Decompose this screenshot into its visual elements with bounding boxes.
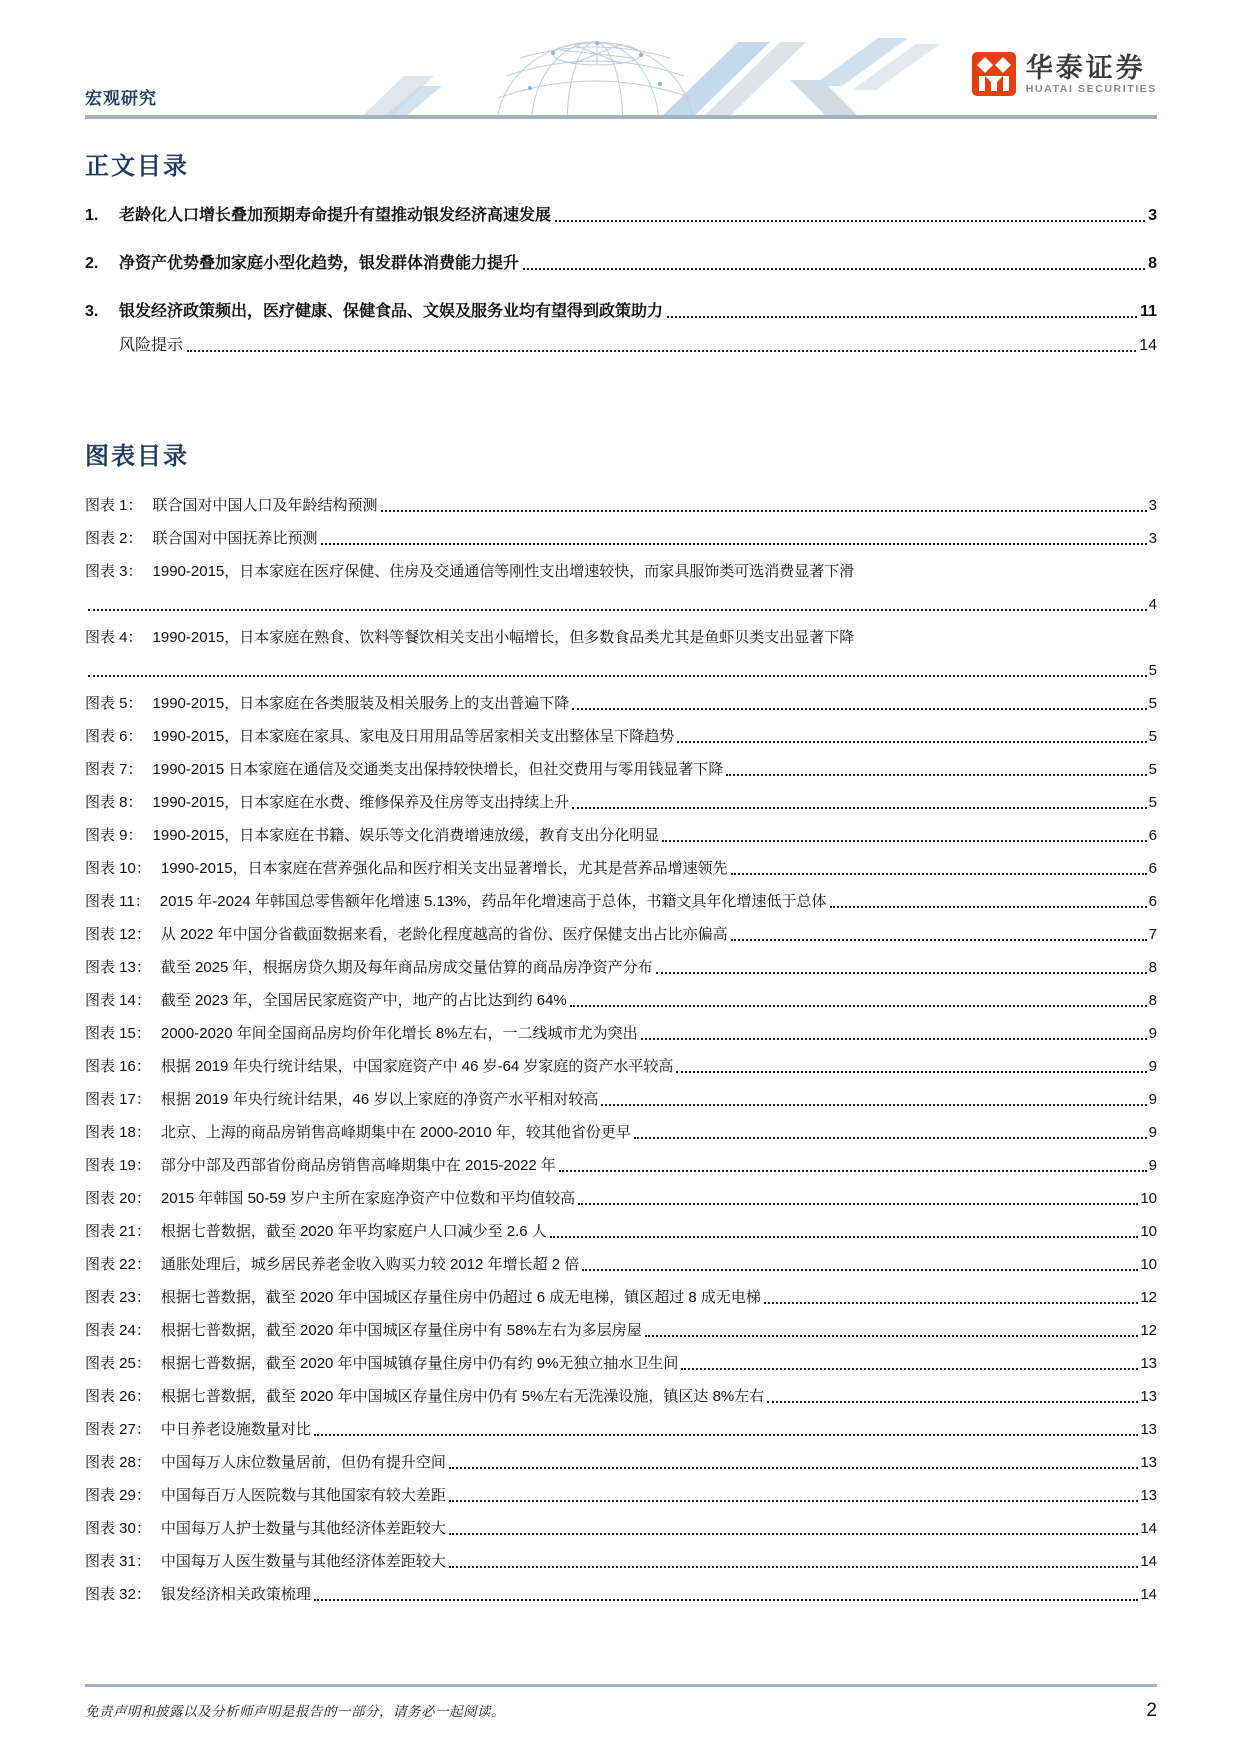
dot-leader	[88, 609, 1147, 611]
dot-leader	[726, 774, 1146, 776]
figure-page-number: 5	[1148, 662, 1157, 679]
figure-page-number: 5	[1148, 728, 1157, 745]
dot-leader	[578, 1203, 1138, 1205]
figure-label: 图表 8：	[85, 794, 143, 811]
entry-title: 银发经济政策频出，医疗健康、保健食品、文娱及服务业均有望得到政策助力	[119, 303, 664, 320]
figure-page-number: 13	[1140, 1421, 1157, 1438]
dot-leader	[634, 1137, 1147, 1139]
figure-title: 1990-2015，日本家庭在书籍、娱乐等文化消费增速放缓，教育支出分化明显	[152, 827, 660, 844]
figure-label: 图表 16：	[85, 1058, 151, 1075]
figure-title: 从 2022 年中国分省截面数据来看，老龄化程度越高的省份、医疗保健支出占比亦偏高	[160, 926, 728, 943]
figure-toc-title: 图表目录	[85, 443, 189, 470]
entry-page-number: 3	[1148, 207, 1157, 224]
figure-toc-entry[interactable]	[85, 1024, 1157, 1044]
header-divider	[85, 115, 1157, 119]
dot-leader	[677, 741, 1146, 743]
figure-toc-entry[interactable]	[85, 727, 1157, 747]
figure-page-number: 3	[1148, 497, 1157, 514]
figure-page-number: 9	[1148, 1058, 1157, 1075]
figure-title: 1990-2015，日本家庭在医疗保健、住房及交通通信等刚性支出增速较快，而家具服饰类可选消费显著下滑	[152, 563, 855, 580]
figure-toc-entry[interactable]	[85, 1552, 1157, 1572]
entry-number: 2.	[85, 255, 99, 272]
figure-toc-list	[85, 496, 1157, 1618]
dot-leader	[449, 1467, 1138, 1469]
dot-leader	[641, 1038, 1147, 1040]
figure-label: 图表 2：	[85, 530, 143, 547]
figure-label: 图表 9：	[85, 827, 143, 844]
figure-label: 图表 3：	[85, 563, 143, 580]
figure-toc-entry[interactable]	[85, 826, 1157, 846]
figure-label: 图表 22：	[85, 1256, 151, 1273]
figure-page-number: 9	[1148, 1025, 1157, 1042]
main-toc-entry[interactable]	[85, 302, 1157, 322]
figure-toc-entry[interactable]	[85, 694, 1157, 714]
figure-title: 根据七普数据，截至 2020 年平均家庭户人口减少至 2.6 人	[160, 1223, 547, 1240]
figure-toc-entry[interactable]	[85, 628, 1157, 681]
figure-label: 图表 13：	[85, 959, 151, 976]
dot-leader	[645, 1335, 1139, 1337]
dot-leader	[314, 1599, 1138, 1601]
dot-leader	[449, 1566, 1138, 1568]
figure-label: 图表 19：	[85, 1157, 151, 1174]
dot-leader	[662, 840, 1146, 842]
globe-watermark-icon	[360, 36, 940, 118]
figure-toc-entry[interactable]	[85, 1156, 1157, 1176]
figure-title: 2015 年-2024 年韩国总零售额年化增速 5.13%，药品年化增速高于总体，书籍文具年化增速低于总体	[159, 893, 827, 910]
figure-label: 图表 27：	[85, 1421, 151, 1438]
figure-title: 1990-2015，日本家庭在各类服装及相关服务上的支出普遍下降	[152, 695, 570, 712]
figure-label: 图表 21：	[85, 1223, 151, 1240]
report-category-label: 宏观研究	[85, 89, 157, 108]
figure-label: 图表 7：	[85, 761, 143, 778]
figure-page-number: 3	[1148, 530, 1157, 547]
figure-title: 截至 2023 年，全国居民家庭资产中，地产的占比达到约 64%	[160, 992, 567, 1009]
dot-leader	[572, 807, 1146, 809]
main-toc-entry[interactable]	[85, 336, 1157, 356]
entry-page-number: 14	[1139, 337, 1157, 354]
dot-leader	[582, 1269, 1138, 1271]
figure-label: 图表 5：	[85, 695, 143, 712]
figure-page-number: 13	[1140, 1454, 1157, 1471]
figure-toc-entry[interactable]	[85, 496, 1157, 516]
brand-name-en: HUATAI SECURITIES	[1025, 82, 1157, 95]
dot-leader	[656, 972, 1147, 974]
figure-toc-entry[interactable]	[85, 1189, 1157, 1209]
figure-page-number: 10	[1140, 1223, 1157, 1240]
figure-label: 图表 24：	[85, 1322, 151, 1339]
figure-label: 图表 20：	[85, 1190, 151, 1207]
figure-toc-entry[interactable]	[85, 859, 1157, 879]
figure-toc-entry[interactable]	[85, 958, 1157, 978]
dot-leader	[767, 1401, 1138, 1403]
figure-label: 图表 28：	[85, 1454, 151, 1471]
figure-toc-entry[interactable]	[85, 1486, 1157, 1506]
page-footer	[85, 1700, 1157, 1722]
figure-toc-entry[interactable]	[85, 1585, 1157, 1605]
figure-toc-entry[interactable]	[85, 1057, 1157, 1077]
figure-toc-entry[interactable]	[85, 1453, 1157, 1473]
figure-label: 图表 29：	[85, 1487, 151, 1504]
figure-toc-entry[interactable]	[85, 1288, 1157, 1308]
figure-title: 银发经济相关政策梳理	[160, 1586, 311, 1603]
figure-title: 1990-2015，日本家庭在熟食、饮料等餐饮相关支出小幅增长，但多数食品类尤其是鱼虾贝类支出显著下降	[152, 629, 855, 646]
dot-leader	[667, 316, 1137, 318]
figure-page-number: 14	[1140, 1586, 1157, 1603]
figure-page-number: 5	[1148, 695, 1157, 712]
page-number: 2	[1146, 1700, 1157, 1721]
figure-page-number: 12	[1140, 1289, 1157, 1306]
dot-leader	[523, 268, 1145, 270]
figure-page-number: 7	[1148, 926, 1157, 943]
figure-title: 联合国对中国抚养比预测	[152, 530, 318, 547]
huatai-logo-icon	[972, 52, 1016, 96]
figure-page-number: 10	[1140, 1190, 1157, 1207]
figure-page-number: 5	[1148, 761, 1157, 778]
figure-title: 中国每万人床位数量居前，但仍有提升空间	[160, 1454, 446, 1471]
entry-page-number: 8	[1148, 255, 1157, 272]
dot-leader	[187, 350, 1136, 352]
figure-title: 中国每百万人医院数与其他国家有较大差距	[160, 1487, 446, 1504]
figure-toc-entry[interactable]	[85, 925, 1157, 945]
entry-title: 风险提示	[119, 337, 184, 354]
figure-title: 2000-2020 年间全国商品房均价年化增长 8%左右，一二线城市尤为突出	[160, 1025, 638, 1042]
figure-title: 2015 年韩国 50-59 岁户主所在家庭净资产中位数和平均值较高	[160, 1190, 576, 1207]
figure-page-number: 9	[1148, 1157, 1157, 1174]
figure-label: 图表 18：	[85, 1124, 151, 1141]
figure-title: 中国每万人护士数量与其他经济体差距较大	[160, 1520, 446, 1537]
figure-label: 图表 30：	[85, 1520, 151, 1537]
dot-leader	[830, 906, 1147, 908]
figure-title: 通胀处理后，城乡居民养老金收入购买力较 2012 年增长超 2 倍	[160, 1256, 580, 1273]
figure-page-number: 6	[1148, 893, 1157, 910]
figure-title: 1990-2015，日本家庭在水费、维修保养及住房等支出持续上升	[152, 794, 570, 811]
figure-title: 北京、上海的商品房销售高峰期集中在 2000-2010 年，较其他省份更早	[160, 1124, 631, 1141]
figure-page-number: 5	[1148, 794, 1157, 811]
figure-title: 1990-2015，日本家庭在家具、家电及日用用品等居家相关支出整体呈下降趋势	[152, 728, 675, 745]
figure-page-number: 6	[1148, 827, 1157, 844]
figure-label: 图表 26：	[85, 1388, 151, 1405]
dot-leader	[321, 543, 1147, 545]
figure-page-number: 13	[1140, 1388, 1157, 1405]
entry-number: 1.	[85, 207, 99, 224]
figure-label: 图表 1：	[85, 497, 143, 514]
entry-title: 净资产优势叠加家庭小型化趋势，银发群体消费能力提升	[119, 255, 520, 272]
figure-label: 图表 14：	[85, 992, 151, 1009]
figure-page-number: 10	[1140, 1256, 1157, 1273]
figure-toc-entry[interactable]	[85, 1255, 1157, 1275]
figure-toc-entry[interactable]	[85, 1222, 1157, 1242]
figure-title: 根据七普数据，截至 2020 年中国城区存量住房中仍有 5%左右无洗澡设施，镇区达 8%左右	[160, 1388, 765, 1405]
dot-leader	[449, 1500, 1138, 1502]
figure-page-number: 14	[1140, 1553, 1157, 1570]
entry-number: 3.	[85, 303, 99, 320]
dot-leader	[731, 939, 1147, 941]
main-toc-title: 正文目录	[85, 153, 189, 180]
figure-label: 图表 25：	[85, 1355, 151, 1372]
figure-page-number: 8	[1148, 959, 1157, 976]
figure-toc-entry[interactable]	[85, 1354, 1157, 1374]
figure-toc-entry[interactable]	[85, 562, 1157, 615]
figure-title: 中日养老设施数量对比	[160, 1421, 311, 1438]
brand-name	[1026, 53, 1157, 96]
dot-leader	[555, 220, 1145, 222]
figure-page-number: 9	[1148, 1091, 1157, 1108]
figure-page-number: 8	[1148, 992, 1157, 1009]
dot-leader	[572, 708, 1146, 710]
figure-toc-entry[interactable]	[85, 1387, 1157, 1407]
figure-page-number: 13	[1140, 1355, 1157, 1372]
figure-label: 图表 6：	[85, 728, 143, 745]
dot-leader	[550, 1236, 1139, 1238]
figure-toc-entry[interactable]	[85, 1420, 1157, 1440]
figure-title: 截至 2025 年，根据房贷久期及每年商品房成交量估算的商品房净资产分布	[160, 959, 653, 976]
figure-toc-entry[interactable]	[85, 529, 1157, 549]
entry-page-number: 11	[1140, 303, 1157, 320]
figure-title: 根据七普数据，截至 2020 年中国城区存量住房中仍超过 6 成无电梯，镇区超过 8 成无电梯	[160, 1289, 761, 1306]
figure-title: 联合国对中国人口及年龄结构预测	[152, 497, 378, 514]
entry-title: 老龄化人口增长叠加预期寿命提升有望推动银发经济高速发展	[119, 207, 552, 224]
figure-toc-entry[interactable]	[85, 793, 1157, 813]
figure-page-number: 14	[1140, 1520, 1157, 1537]
figure-title: 根据 2019 年央行统计结果，中国家庭资产中 46 岁-64 岁家庭的资产水平较高	[160, 1058, 674, 1075]
figure-label: 图表 31：	[85, 1553, 151, 1570]
figure-toc-entry[interactable]	[85, 1123, 1157, 1143]
figure-toc-entry[interactable]	[85, 892, 1157, 912]
figure-label: 图表 17：	[85, 1091, 151, 1108]
dot-leader	[570, 1005, 1147, 1007]
disclaimer-text: 免责声明和披露以及分析师声明是报告的一部分，请务必一起阅读。	[85, 1704, 505, 1719]
figure-label: 图表 11：	[85, 893, 150, 910]
dot-leader	[676, 1071, 1146, 1073]
figure-toc-entry[interactable]	[85, 760, 1157, 780]
figure-title: 中国每万人医生数量与其他经济体差距较大	[160, 1553, 446, 1570]
dot-leader	[731, 873, 1147, 875]
main-toc-entry[interactable]	[85, 206, 1157, 226]
figure-label: 图表 10：	[85, 860, 151, 877]
figure-label: 图表 23：	[85, 1289, 151, 1306]
dot-leader	[764, 1302, 1138, 1304]
brand-name-cn: 华泰证券	[1025, 52, 1146, 83]
figure-title: 根据七普数据，截至 2020 年中国城镇存量住房中仍有约 9%无独立抽水卫生间	[160, 1355, 679, 1372]
figure-page-number: 13	[1140, 1487, 1157, 1504]
figure-page-number: 4	[1148, 596, 1157, 613]
figure-title: 1990-2015 日本家庭在通信及交通类支出保持较快增长，但社交费用与零用钱显著下降	[152, 761, 724, 778]
figure-toc-entry[interactable]	[85, 991, 1157, 1011]
figure-label: 图表 4：	[85, 629, 143, 646]
figure-page-number: 6	[1148, 860, 1157, 877]
dot-leader	[601, 1104, 1146, 1106]
figure-title: 根据七普数据，截至 2020 年中国城区存量住房中有 58%左右为多层房屋	[160, 1322, 642, 1339]
figure-page-number: 12	[1140, 1322, 1157, 1339]
figure-toc-entry[interactable]	[85, 1090, 1157, 1110]
figure-toc-entry[interactable]	[85, 1321, 1157, 1341]
footer-divider	[85, 1684, 1157, 1687]
dot-leader	[314, 1434, 1138, 1436]
dot-leader	[681, 1368, 1138, 1370]
dot-leader	[559, 1170, 1147, 1172]
figure-title: 1990-2015，日本家庭在营养强化品和医疗相关支出显著增长，尤其是营养品增速领先	[160, 860, 728, 877]
figure-label: 图表 12：	[85, 926, 151, 943]
main-toc-entry[interactable]	[85, 254, 1157, 274]
brand-logo	[972, 52, 1157, 96]
dot-leader	[449, 1533, 1138, 1535]
figure-label: 图表 32：	[85, 1586, 151, 1603]
figure-title: 根据 2019 年央行统计结果，46 岁以上家庭的净资产水平相对较高	[160, 1091, 599, 1108]
figure-label: 图表 15：	[85, 1025, 151, 1042]
dot-leader	[88, 675, 1147, 677]
figure-toc-entry[interactable]	[85, 1519, 1157, 1539]
main-toc-list	[85, 206, 1157, 384]
figure-page-number: 9	[1148, 1124, 1157, 1141]
figure-title: 部分中部及西部省份商品房销售高峰期集中在 2015-2022 年	[160, 1157, 556, 1174]
dot-leader	[381, 510, 1147, 512]
